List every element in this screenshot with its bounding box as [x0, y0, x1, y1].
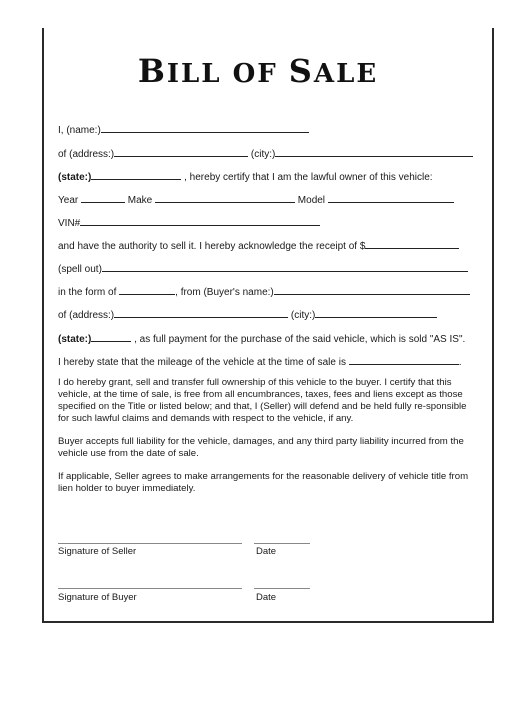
row-state — [58, 169, 433, 184]
title-initial-b: B — [137, 52, 167, 90]
title-initial-s: S — [288, 52, 314, 90]
row-spell — [58, 261, 468, 276]
paragraph-delivery: If applicable, Seller agrees to make arrangements for the reasonable delivery of vehicle title from lien holder to buyer immediately. — [58, 471, 469, 494]
label-model: Model — [297, 195, 326, 206]
document-title — [0, 52, 516, 90]
label-buyer-city: (city:) — [290, 310, 316, 321]
buyer-date-line[interactable] — [254, 588, 310, 589]
field-make[interactable] — [155, 192, 295, 203]
seller-signature-line[interactable] — [58, 543, 242, 544]
field-mileage[interactable] — [349, 354, 459, 365]
text-payment: , as full payment for the purchase of the said vehicle, which is sold "AS IS". — [134, 334, 466, 345]
label-form: in the form of — [58, 287, 117, 298]
row-address — [58, 146, 473, 161]
field-amount[interactable] — [365, 238, 459, 249]
row-form — [58, 284, 470, 299]
buyer-signature-line[interactable] — [58, 588, 242, 589]
paragraph-liability: Buyer accepts full liability for the vehicle, damages, and any third party liability incurred from the vehicle use from the date of sale. — [58, 436, 464, 459]
label-buyer-address: of (address:) — [58, 310, 115, 321]
field-state[interactable] — [91, 169, 181, 180]
label-buyer-date: Date — [256, 592, 277, 603]
field-model[interactable] — [328, 192, 454, 203]
label-state: (state:) — [58, 172, 92, 183]
field-vin[interactable] — [80, 215, 320, 226]
label-buyer-state: (state:) — [58, 334, 92, 345]
text-mileage-end: . — [458, 357, 462, 368]
label-city: (city:) — [250, 149, 276, 160]
text-mileage: I hereby state that the mileage of the vehicle at the time of sale is — [58, 357, 346, 368]
label-spell-out: (spell out) — [58, 264, 102, 275]
row-mileage — [58, 354, 462, 369]
label-address: of (address:) — [58, 149, 115, 160]
title-part-1: ILL OF — [166, 59, 289, 89]
row-vin — [58, 215, 320, 230]
label-buyer-name: , from (Buyer's name:) — [175, 287, 274, 298]
text-certify: , hereby certify that I am the lawful owner of this vehicle: — [184, 172, 433, 183]
label-make: Make — [127, 195, 153, 206]
row-address2 — [58, 307, 437, 322]
seller-date-line[interactable] — [254, 543, 310, 544]
label-seller-signature: Signature of Seller — [58, 546, 137, 557]
label-seller-date: Date — [256, 546, 277, 557]
field-spell-out[interactable] — [102, 261, 468, 272]
field-buyer-city[interactable] — [315, 307, 437, 318]
label-vin: VIN# — [58, 218, 81, 229]
row-vehicle — [58, 192, 454, 207]
field-city[interactable] — [275, 146, 473, 157]
field-buyer-state[interactable] — [91, 331, 131, 342]
row-name — [58, 122, 309, 137]
label-name: I, (name:) — [58, 125, 101, 136]
field-address[interactable] — [114, 146, 248, 157]
field-name[interactable] — [101, 122, 309, 133]
title-part-2: ALE — [313, 59, 379, 89]
field-buyer-address[interactable] — [114, 307, 288, 318]
label-buyer-signature: Signature of Buyer — [58, 592, 137, 603]
field-form[interactable] — [119, 284, 175, 295]
paragraph-grant: I do hereby grant, sell and transfer full ownership of this vehicle to the buyer. I certify that this vehicle, at the time of sale, is free from all encumbrances, taxes, fees and liens except as those specified on the Title or listed below; and that, I (Seller) will defend and be held fully re-sponsible for such lawful claims and demands with respect to the vehicle, if any. — [58, 377, 467, 424]
row-payment — [58, 331, 465, 346]
row-authority — [58, 238, 459, 253]
page-border — [42, 28, 494, 623]
field-year[interactable] — [81, 192, 125, 203]
label-year: Year — [58, 195, 79, 206]
text-authority: and have the authority to sell it. I hereby acknowledge the receipt of $ — [58, 241, 366, 252]
field-buyer-name[interactable] — [274, 284, 470, 295]
